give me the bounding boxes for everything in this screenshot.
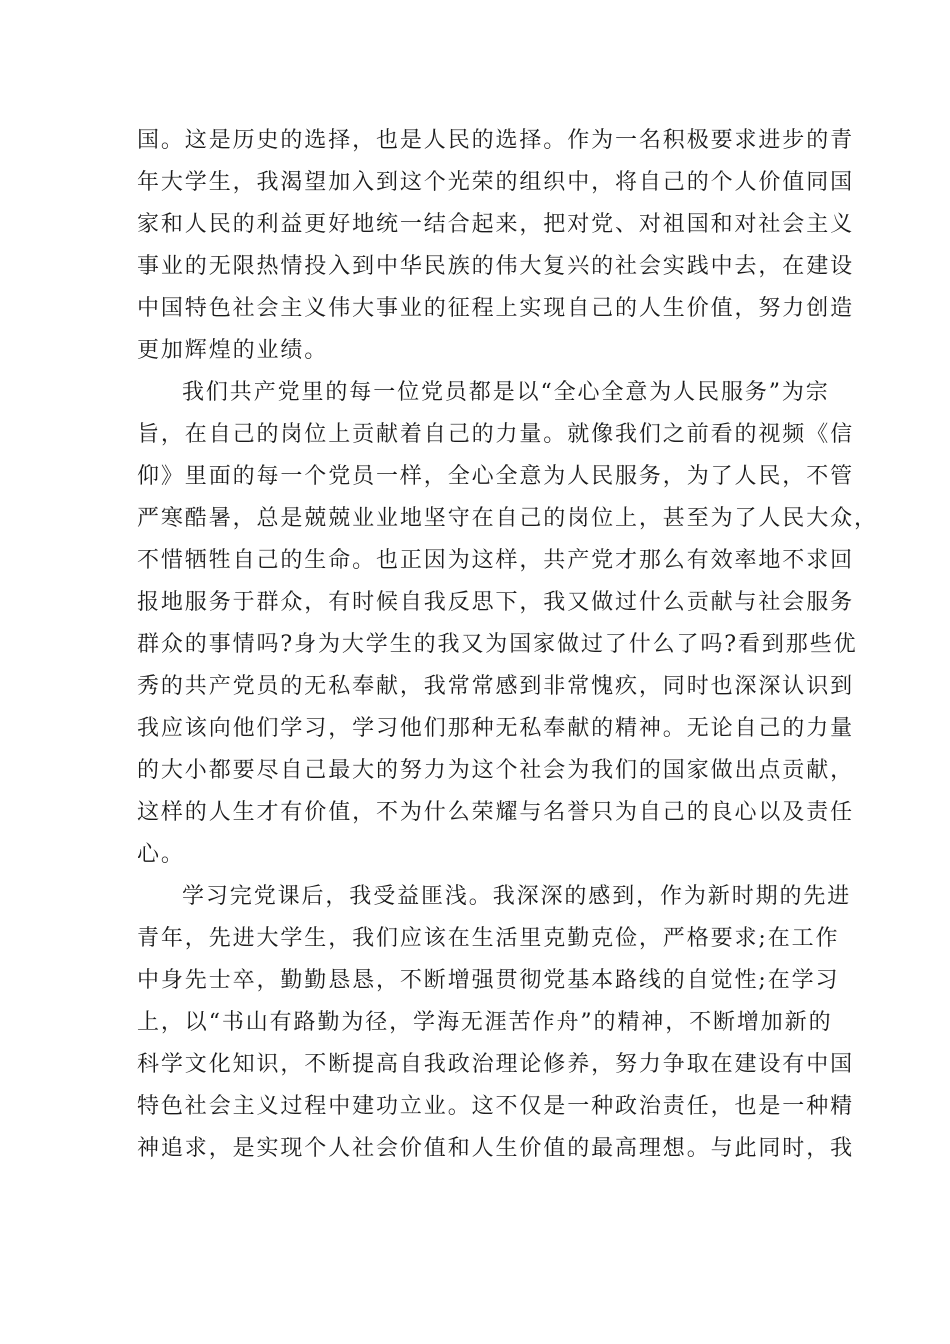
text-line: 中国特色社会主义伟大事业的征程上实现自己的人生价值，努力创造 <box>137 296 855 321</box>
text-line: 青年，先进大学生，我们应该在生活里克勤克俭，严格要求;在工作 <box>137 926 840 951</box>
text-line: 秀的共产党员的无私奉献，我常常感到非常愧疚，同时也深深认识到 <box>137 674 855 699</box>
text-line: 群众的事情吗?身为大学生的我又为国家做过了什么了吗?看到那些优 <box>137 632 858 657</box>
text-line: 国。这是历史的选择，也是人民的选择。作为一名积极要求进步的青 <box>137 128 855 153</box>
text-line: 年大学生，我渴望加入到这个光荣的组织中，将自己的个人价值同国 <box>137 170 855 195</box>
text-line: 报地服务于群众，有时候自我反思下，我又做过什么贡献与社会服务 <box>137 590 855 615</box>
body-text <box>137 120 878 1170</box>
text-line: 心。 <box>137 842 185 867</box>
text-line: 科学文化知识，不断提高自我政治理论修养，努力争取在建设有中国 <box>137 1052 855 1077</box>
text-line: 上，以“书山有路勤为径，学海无涯苦作舟”的精神，不断增加新的 <box>137 1010 833 1035</box>
text-line: 严寒酷暑，总是兢兢业业地坚守在自己的岗位上，甚至为了人民大众， <box>137 506 878 531</box>
text-line: 旨，在自己的岗位上贡献着自己的力量。就像我们之前看的视频《信 <box>137 422 855 447</box>
text-line: 仰》里面的每一个党员一样，全心全意为人民服务，为了人民，不管 <box>137 464 855 489</box>
text-line: 的大小都要尽自己最大的努力为这个社会为我们的国家做出点贡献， <box>137 758 855 783</box>
text-line: 特色社会主义过程中建功立业。这不仅是一种政治责任，也是一种精 <box>137 1094 855 1119</box>
text-line: 我应该向他们学习，学习他们那种无私奉献的精神。无论自己的力量 <box>137 716 855 741</box>
text-line: 神追求，是实现个人社会价值和人生价值的最高理想。与此同时，我 <box>137 1136 855 1161</box>
text-line: 家和人民的利益更好地统一结合起来，把对党、对祖国和对社会主义 <box>137 212 855 237</box>
text-line: 更加辉煌的业绩。 <box>137 338 329 363</box>
paragraph-first-line: 学习完党课后，我受益匪浅。我深深的感到，作为新时期的先进 <box>182 884 852 909</box>
text-line: 中身先士卒，勤勤恳恳，不断增强贯彻党基本路线的自觉性;在学习 <box>137 968 840 993</box>
paragraph-first-line: 我们共产党里的每一位党员都是以“全心全意为人民服务”为宗 <box>182 380 830 405</box>
text-line: 不惜牺牲自己的生命。也正因为这样，共产党才那么有效率地不求回 <box>137 548 855 573</box>
text-line: 事业的无限热情投入到中华民族的伟大复兴的社会实践中去，在建设 <box>137 254 855 279</box>
text-line: 这样的人生才有价值，不为什么荣耀与名誉只为自己的良心以及责任 <box>137 800 855 825</box>
